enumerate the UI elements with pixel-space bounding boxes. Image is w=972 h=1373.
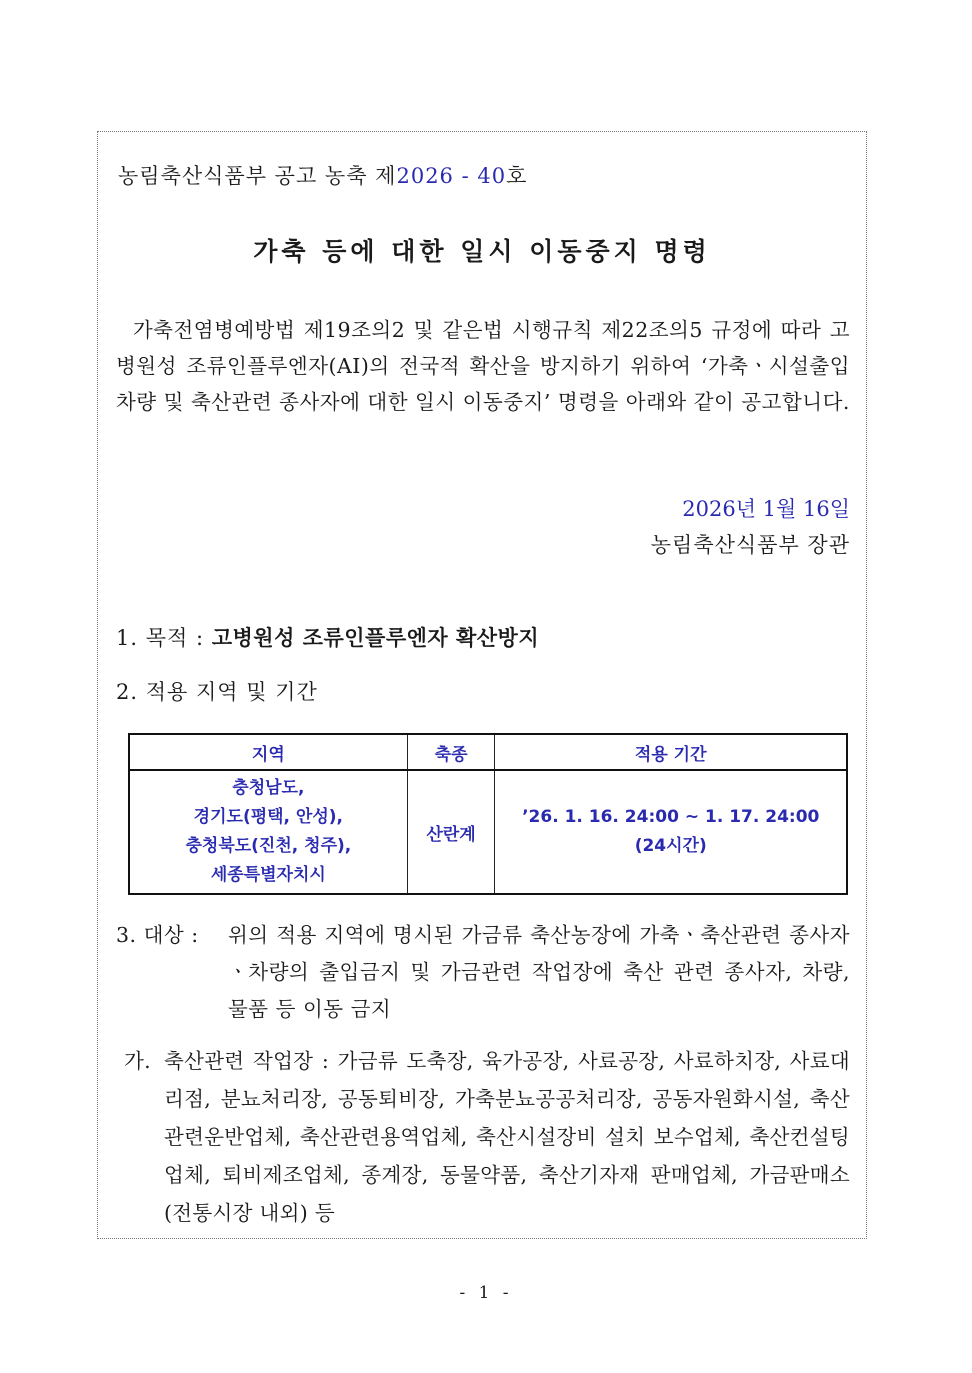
header-region: 지역 (129, 734, 407, 770)
subitem-marker: 가. (124, 1049, 151, 1073)
notice-number-value: 2026 - 40 (396, 164, 507, 188)
region-item: 충청남도, (232, 778, 305, 798)
table-header-row (129, 734, 847, 770)
announcement-date: 2026년 1월 16일 (682, 497, 850, 521)
table-row (129, 770, 847, 894)
notice-number-suffix: 호 (506, 164, 528, 188)
region-item: 경기도(평택, 안성), (193, 807, 343, 827)
header-species: 축종 (407, 734, 495, 770)
page-title: 가축 등에 대한 일시 이동중지 명령 (253, 237, 711, 266)
intro-text: 가축전염병예방법 제19조의2 및 같은법 시행규칙 제22조의5 규정에 따라 고병원성 조류인플루엔자(AI)의 전국적 확산을 방지하기 위하여 ‘가축ㆍ시설출입차량 및 축산관련 종사자에 대한 일시 이동중지’ 명령을 아래와 같이 공고합니다. (116, 318, 850, 414)
header-period: 적용 기간 (495, 734, 847, 770)
section-target-body: 위의 적용 지역에 명시된 가금류 축산농장에 가축ㆍ축산관련 종사자ㆍ차량의 출입금지 및 가금관련 작업장에 축산 관련 종사자, 차량, 물품 등 이동 금지 (228, 923, 850, 1021)
section-purpose-value: 고병원성 조류인플루엔자 확산방지 (211, 626, 540, 650)
region-item: 세종특별자치시 (210, 865, 326, 885)
period-range: ’26. 1. 16. 24:00 ~ 1. 17. 24:00 (522, 807, 820, 827)
section-target-label: 3. 대상 : (116, 923, 199, 947)
cell-species: 산란계 (407, 770, 495, 894)
section-purpose-label: 1. 목적 : (116, 626, 212, 650)
notice-frame (97, 131, 867, 1239)
page-number: - 1 - (459, 1283, 513, 1303)
notice-number (118, 160, 527, 190)
cell-regions (129, 770, 407, 894)
period-duration: (24시간) (634, 836, 707, 856)
cell-period (495, 770, 847, 894)
region-item: 충청북도(진천, 청주), (185, 836, 352, 856)
notice-number-prefix: 농림축산식품부 공고 농축 제 (118, 164, 397, 188)
issuer: 농림축산식품부 장관 (650, 533, 850, 557)
section-scope-heading: 2. 적용 지역 및 기간 (116, 680, 318, 704)
intro-paragraph (116, 312, 850, 420)
subitem-body: 축산관련 작업장 : 가금류 도축장, 육가공장, 사료공장, 사료하치장, 사료대리점, 분뇨처리장, 공동퇴비장, 가축분뇨공공처리장, 공동자원화시설, 축산관련운반업체, 축산관련용역업체, 축산시설장비 설치 보수업체, 축산컨설팅업체, 퇴비제조업체, 종계장, 동물약품, 축산기자재 판매업체, 가금판매소(전통시장 내외) 등 (164, 1049, 850, 1225)
region-table (128, 733, 848, 895)
section-purpose (116, 622, 539, 652)
